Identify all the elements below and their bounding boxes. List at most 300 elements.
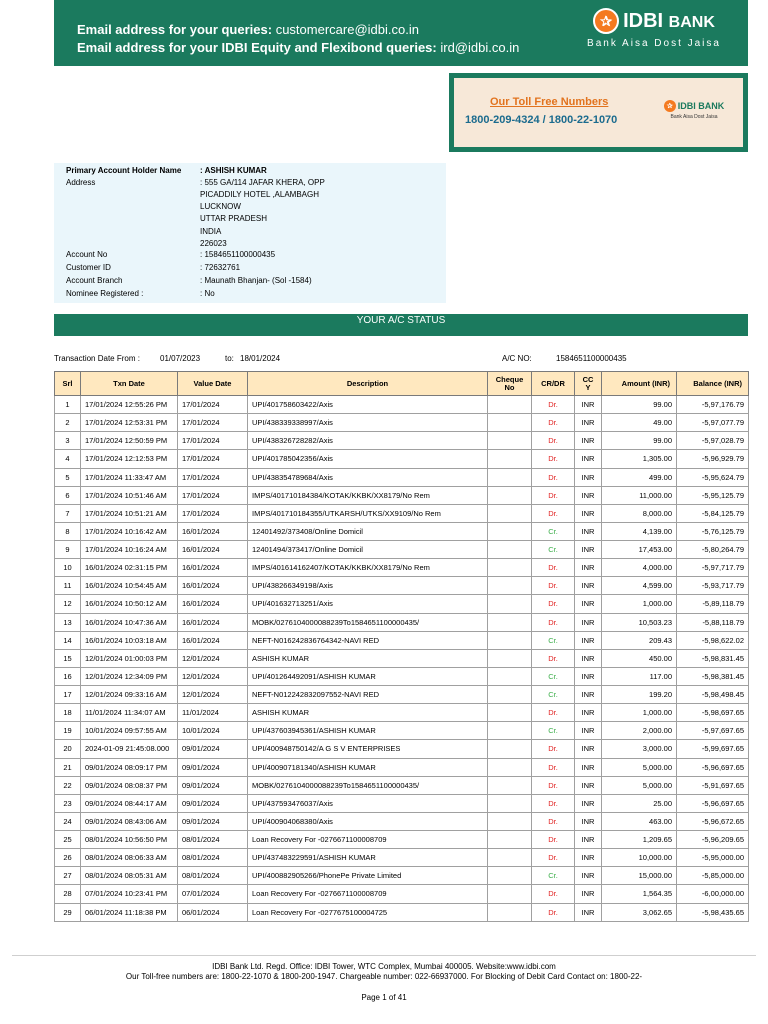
cell-value-date: 16/01/2024 bbox=[178, 595, 248, 613]
table-row bbox=[55, 432, 749, 450]
cell-balance: -5,96,209.65 bbox=[677, 831, 749, 849]
cell-description: UPI/401758603422/Axis bbox=[248, 396, 488, 414]
cell-description: UPI/438354789684/Axis bbox=[248, 468, 488, 486]
cell-value-date: 17/01/2024 bbox=[178, 432, 248, 450]
cell-description: UPI/438326728282/Axis bbox=[248, 432, 488, 450]
cell-srl: 9 bbox=[55, 541, 81, 559]
cell-srl: 11 bbox=[55, 577, 81, 595]
cell-balance: -5,98,381.45 bbox=[677, 667, 749, 685]
logo-tagline: Bank Aisa Dost Jaisa bbox=[587, 38, 721, 49]
cell-description: UPI/438339338997/Axis bbox=[248, 414, 488, 432]
cell-srl: 6 bbox=[55, 486, 81, 504]
top-banner bbox=[54, 0, 748, 66]
cell-cr-dr: Dr. bbox=[532, 450, 575, 468]
table-row bbox=[55, 704, 749, 722]
cell-cheque-no bbox=[488, 595, 532, 613]
cell-balance: -5,96,929.79 bbox=[677, 450, 749, 468]
cell-txn-date: 17/01/2024 12:53:31 PM bbox=[81, 414, 178, 432]
cell-ccy: INR bbox=[575, 794, 602, 812]
cell-srl: 26 bbox=[55, 849, 81, 867]
cell-value-date: 12/01/2024 bbox=[178, 686, 248, 704]
cell-cheque-no bbox=[488, 686, 532, 704]
cell-srl: 29 bbox=[55, 903, 81, 921]
cell-value-date: 12/01/2024 bbox=[178, 649, 248, 667]
cell-srl: 27 bbox=[55, 867, 81, 885]
cell-amount: 10,000.00 bbox=[602, 849, 677, 867]
idbi-logo bbox=[580, 8, 728, 49]
cell-txn-date: 09/01/2024 08:09:17 PM bbox=[81, 758, 178, 776]
table-row bbox=[55, 450, 749, 468]
cell-balance: -5,80,264.79 bbox=[677, 541, 749, 559]
cell-srl: 3 bbox=[55, 432, 81, 450]
cell-cr-dr: Dr. bbox=[532, 559, 575, 577]
cell-balance: -6,00,000.00 bbox=[677, 885, 749, 903]
branch-label: Account Branch bbox=[66, 276, 123, 285]
cell-ccy: INR bbox=[575, 758, 602, 776]
cell-cheque-no bbox=[488, 396, 532, 414]
cell-description: ASHISH KUMAR bbox=[248, 649, 488, 667]
cell-amount: 25.00 bbox=[602, 794, 677, 812]
cell-txn-date: 08/01/2024 10:56:50 PM bbox=[81, 831, 178, 849]
cell-cheque-no bbox=[488, 486, 532, 504]
address-line: LUCKNOW bbox=[200, 202, 241, 211]
cell-value-date: 12/01/2024 bbox=[178, 667, 248, 685]
cell-ccy: INR bbox=[575, 396, 602, 414]
toll-logo-tagline: Bank Aisa Dost Jaisa bbox=[670, 114, 718, 120]
cell-cr-dr: Dr. bbox=[532, 486, 575, 504]
table-row bbox=[55, 903, 749, 921]
cell-cheque-no bbox=[488, 885, 532, 903]
cell-txn-date: 16/01/2024 10:50:12 AM bbox=[81, 595, 178, 613]
cell-cheque-no bbox=[488, 667, 532, 685]
cell-cr-dr: Dr. bbox=[532, 812, 575, 830]
cell-srl: 4 bbox=[55, 450, 81, 468]
cell-cr-dr: Cr. bbox=[532, 522, 575, 540]
table-row bbox=[55, 794, 749, 812]
cell-amount: 4,000.00 bbox=[602, 559, 677, 577]
cell-value-date: 08/01/2024 bbox=[178, 867, 248, 885]
cell-srl: 2 bbox=[55, 414, 81, 432]
cell-ccy: INR bbox=[575, 812, 602, 830]
header-ccy: CC Y bbox=[575, 372, 602, 396]
table-row bbox=[55, 885, 749, 903]
cell-balance: -5,91,697.65 bbox=[677, 776, 749, 794]
cell-cr-dr: Dr. bbox=[532, 831, 575, 849]
table-row bbox=[55, 740, 749, 758]
cell-amount: 8,000.00 bbox=[602, 504, 677, 522]
toll-free-title: Our Toll Free Numbers bbox=[490, 96, 609, 108]
cell-balance: -5,97,077.79 bbox=[677, 414, 749, 432]
cell-description: UPI/401785042356/Axis bbox=[248, 450, 488, 468]
cell-balance: -5,89,118.79 bbox=[677, 595, 749, 613]
cell-cr-dr: Dr. bbox=[532, 740, 575, 758]
equity-email-label: Email address for your IDBI Equity and Flexibond queries: bbox=[77, 40, 437, 55]
address-label: Address bbox=[66, 178, 96, 187]
cell-srl: 17 bbox=[55, 686, 81, 704]
cell-ccy: INR bbox=[575, 559, 602, 577]
cell-value-date: 17/01/2024 bbox=[178, 504, 248, 522]
toll-free-box bbox=[449, 73, 748, 152]
cell-value-date: 17/01/2024 bbox=[178, 396, 248, 414]
cell-txn-date: 16/01/2024 10:54:45 AM bbox=[81, 577, 178, 595]
cell-txn-date: 16/01/2024 02:31:15 PM bbox=[81, 559, 178, 577]
cell-cheque-no bbox=[488, 794, 532, 812]
cell-balance: -5,95,125.79 bbox=[677, 486, 749, 504]
cell-cheque-no bbox=[488, 758, 532, 776]
account-no-value: : 1584651100000435 bbox=[200, 250, 276, 259]
cell-txn-date: 17/01/2024 10:51:46 AM bbox=[81, 486, 178, 504]
cell-srl: 15 bbox=[55, 649, 81, 667]
cell-balance: -5,97,697.65 bbox=[677, 722, 749, 740]
cell-cr-dr: Cr. bbox=[532, 667, 575, 685]
cell-cheque-no bbox=[488, 468, 532, 486]
cell-txn-date: 17/01/2024 10:16:42 AM bbox=[81, 522, 178, 540]
cell-cr-dr: Cr. bbox=[532, 631, 575, 649]
cell-txn-date: 2024-01-09 21:45:08.000 bbox=[81, 740, 178, 758]
cell-ccy: INR bbox=[575, 414, 602, 432]
cell-cr-dr: Cr. bbox=[532, 541, 575, 559]
cell-srl: 23 bbox=[55, 794, 81, 812]
cell-amount: 5,000.00 bbox=[602, 776, 677, 794]
cell-srl: 18 bbox=[55, 704, 81, 722]
cell-cr-dr: Cr. bbox=[532, 686, 575, 704]
cell-description: IMPS/401614162407/KOTAK/KKBK/XX8179/No Rem bbox=[248, 559, 488, 577]
cell-srl: 19 bbox=[55, 722, 81, 740]
cell-value-date: 10/01/2024 bbox=[178, 722, 248, 740]
cell-amount: 5,000.00 bbox=[602, 758, 677, 776]
cell-txn-date: 17/01/2024 12:50:59 PM bbox=[81, 432, 178, 450]
cell-txn-date: 16/01/2024 10:47:36 AM bbox=[81, 613, 178, 631]
cell-description: UPI/438266349198/Axis bbox=[248, 577, 488, 595]
cell-balance: -5,93,717.79 bbox=[677, 577, 749, 595]
header-cheque-no: Cheque No bbox=[488, 372, 532, 396]
cell-description: UPI/437483229591/ASHISH KUMAR bbox=[248, 849, 488, 867]
cell-cheque-no bbox=[488, 649, 532, 667]
cell-srl: 22 bbox=[55, 776, 81, 794]
cell-cr-dr: Cr. bbox=[532, 722, 575, 740]
txn-to-value: 18/01/2024 bbox=[240, 354, 281, 363]
cell-value-date: 09/01/2024 bbox=[178, 776, 248, 794]
cell-balance: -5,97,176.79 bbox=[677, 396, 749, 414]
cell-balance: -5,97,717.79 bbox=[677, 559, 749, 577]
cell-cr-dr: Dr. bbox=[532, 414, 575, 432]
cell-amount: 3,062.65 bbox=[602, 903, 677, 921]
cell-srl: 25 bbox=[55, 831, 81, 849]
cell-cheque-no bbox=[488, 849, 532, 867]
table-row bbox=[55, 577, 749, 595]
nominee-value: : No bbox=[200, 289, 215, 298]
cell-ccy: INR bbox=[575, 686, 602, 704]
cell-balance: -5,97,028.79 bbox=[677, 432, 749, 450]
cell-amount: 4,599.00 bbox=[602, 577, 677, 595]
cell-cr-dr: Dr. bbox=[532, 613, 575, 631]
cell-cr-dr: Dr. bbox=[532, 776, 575, 794]
cell-balance: -5,96,672.65 bbox=[677, 812, 749, 830]
cell-amount: 1,564.35 bbox=[602, 885, 677, 903]
cell-amount: 117.00 bbox=[602, 667, 677, 685]
toll-logo-text: IDBI BANK bbox=[677, 101, 725, 111]
cell-description: MOBK/0276104000088239To1584651100000435/ bbox=[248, 613, 488, 631]
cell-ccy: INR bbox=[575, 450, 602, 468]
cell-cr-dr: Dr. bbox=[532, 432, 575, 450]
table-row bbox=[55, 849, 749, 867]
cell-srl: 14 bbox=[55, 631, 81, 649]
cell-description: UPI/401264492091/ASHISH KUMAR bbox=[248, 667, 488, 685]
idbi-logo-icon: ✰ bbox=[593, 8, 619, 34]
account-details bbox=[54, 163, 446, 303]
cell-balance: -5,98,498.45 bbox=[677, 686, 749, 704]
footer-divider bbox=[12, 955, 756, 956]
cell-balance: -5,95,000.00 bbox=[677, 849, 749, 867]
cell-description: ASHISH KUMAR bbox=[248, 704, 488, 722]
cell-cheque-no bbox=[488, 541, 532, 559]
transactions-table bbox=[54, 371, 749, 922]
cell-cr-dr: Cr. bbox=[532, 867, 575, 885]
address-line: : 555 GA/114 JAFAR KHERA, OPP bbox=[200, 178, 325, 187]
cell-txn-date: 11/01/2024 11:34:07 AM bbox=[81, 704, 178, 722]
cell-cheque-no bbox=[488, 903, 532, 921]
table-row bbox=[55, 867, 749, 885]
cell-description: UPI/437593476037/Axis bbox=[248, 794, 488, 812]
table-row bbox=[55, 522, 749, 540]
cell-description: 12401494/373417/Online Domicil bbox=[248, 541, 488, 559]
cell-value-date: 06/01/2024 bbox=[178, 903, 248, 921]
cell-txn-date: 06/01/2024 11:18:38 PM bbox=[81, 903, 178, 921]
cell-value-date: 16/01/2024 bbox=[178, 577, 248, 595]
cell-srl: 8 bbox=[55, 522, 81, 540]
cell-cheque-no bbox=[488, 577, 532, 595]
cell-balance: -5,96,697.65 bbox=[677, 758, 749, 776]
txn-from-label: Transaction Date From : bbox=[54, 354, 140, 363]
header-balance: Balance (INR) bbox=[677, 372, 749, 396]
cell-value-date: 11/01/2024 bbox=[178, 704, 248, 722]
idbi-small-logo-icon: ✰ bbox=[664, 100, 676, 112]
cell-value-date: 16/01/2024 bbox=[178, 613, 248, 631]
cell-ccy: INR bbox=[575, 704, 602, 722]
table-row bbox=[55, 414, 749, 432]
cell-amount: 15,000.00 bbox=[602, 867, 677, 885]
cell-cr-dr: Dr. bbox=[532, 468, 575, 486]
cell-value-date: 08/01/2024 bbox=[178, 831, 248, 849]
equity-email-line bbox=[77, 40, 519, 55]
cell-description: UPI/400948750142/A G S V ENTERPRISES bbox=[248, 740, 488, 758]
page-number: Page 1 of 41 bbox=[361, 993, 407, 1002]
cell-cheque-no bbox=[488, 812, 532, 830]
cell-description: NEFT-N012242832097552-NAVI RED bbox=[248, 686, 488, 704]
table-row bbox=[55, 631, 749, 649]
cell-txn-date: 12/01/2024 12:34:09 PM bbox=[81, 667, 178, 685]
cell-balance: -5,85,000.00 bbox=[677, 867, 749, 885]
header-description: Description bbox=[248, 372, 488, 396]
cell-description: MOBK/0276104000088239To1584651100000435/ bbox=[248, 776, 488, 794]
cell-cr-dr: Dr. bbox=[532, 704, 575, 722]
cell-cheque-no bbox=[488, 867, 532, 885]
header-srl: Srl bbox=[55, 372, 81, 396]
cell-amount: 49.00 bbox=[602, 414, 677, 432]
cell-cr-dr: Dr. bbox=[532, 504, 575, 522]
cell-txn-date: 12/01/2024 01:00:03 PM bbox=[81, 649, 178, 667]
cell-description: Loan Recovery For -0276671100008709 bbox=[248, 885, 488, 903]
txn-to-label: to: bbox=[225, 354, 234, 363]
cell-srl: 21 bbox=[55, 758, 81, 776]
logo-bank-text: BANK bbox=[668, 13, 715, 31]
table-row bbox=[55, 812, 749, 830]
cell-balance: -5,95,624.79 bbox=[677, 468, 749, 486]
cell-amount: 17,453.00 bbox=[602, 541, 677, 559]
cell-cheque-no bbox=[488, 740, 532, 758]
cell-srl: 13 bbox=[55, 613, 81, 631]
toll-logo bbox=[659, 100, 729, 120]
cell-cr-dr: Dr. bbox=[532, 885, 575, 903]
cell-cheque-no bbox=[488, 414, 532, 432]
queries-email-line bbox=[77, 22, 419, 37]
table-row bbox=[55, 831, 749, 849]
table-row bbox=[55, 559, 749, 577]
cell-srl: 12 bbox=[55, 595, 81, 613]
cell-ccy: INR bbox=[575, 667, 602, 685]
cell-txn-date: 17/01/2024 10:16:24 AM bbox=[81, 541, 178, 559]
branch-value: : Maunath Bhanjan- (Sol -1584) bbox=[200, 276, 312, 285]
cell-txn-date: 17/01/2024 12:12:53 PM bbox=[81, 450, 178, 468]
cell-ccy: INR bbox=[575, 468, 602, 486]
cell-description: UPI/401632713251/Axis bbox=[248, 595, 488, 613]
cell-cr-dr: Dr. bbox=[532, 577, 575, 595]
txn-from-value: 01/07/2023 bbox=[160, 354, 201, 363]
cell-amount: 10,503.23 bbox=[602, 613, 677, 631]
cell-description: UPI/400907181340/ASHISH KUMAR bbox=[248, 758, 488, 776]
cell-cr-dr: Dr. bbox=[532, 396, 575, 414]
table-header-row bbox=[55, 372, 749, 396]
cell-balance: -5,98,435.65 bbox=[677, 903, 749, 921]
queries-email-link[interactable]: customercare@idbi.co.in bbox=[275, 22, 419, 37]
cell-description: UPI/437603945361/ASHISH KUMAR bbox=[248, 722, 488, 740]
address-line: 226023 bbox=[200, 239, 227, 248]
nominee-label: Nominee Registered : bbox=[66, 289, 144, 298]
ac-no-label: A/C NO: bbox=[502, 354, 532, 363]
cell-amount: 209.43 bbox=[602, 631, 677, 649]
cell-balance: -5,98,622.02 bbox=[677, 631, 749, 649]
cell-txn-date: 07/01/2024 10:23:41 PM bbox=[81, 885, 178, 903]
cell-ccy: INR bbox=[575, 831, 602, 849]
table-row bbox=[55, 595, 749, 613]
cell-cr-dr: Dr. bbox=[532, 849, 575, 867]
table-row bbox=[55, 504, 749, 522]
table-row bbox=[55, 541, 749, 559]
cell-srl: 20 bbox=[55, 740, 81, 758]
cell-ccy: INR bbox=[575, 522, 602, 540]
customer-id-value: : 72632761 bbox=[200, 263, 241, 272]
cell-amount: 11,000.00 bbox=[602, 486, 677, 504]
cell-balance: -5,99,697.65 bbox=[677, 740, 749, 758]
cell-value-date: 16/01/2024 bbox=[178, 559, 248, 577]
cell-balance: -5,96,697.65 bbox=[677, 794, 749, 812]
cell-srl: 28 bbox=[55, 885, 81, 903]
equity-email-link[interactable]: ird@idbi.co.in bbox=[440, 40, 520, 55]
cell-cheque-no bbox=[488, 831, 532, 849]
cell-ccy: INR bbox=[575, 867, 602, 885]
cell-ccy: INR bbox=[575, 432, 602, 450]
toll-free-numbers: 1800-209-4324 / 1800-22-1070 bbox=[465, 114, 618, 126]
table-row bbox=[55, 722, 749, 740]
cell-balance: -5,84,125.79 bbox=[677, 504, 749, 522]
cell-balance: -5,88,118.79 bbox=[677, 613, 749, 631]
cell-srl: 7 bbox=[55, 504, 81, 522]
cell-ccy: INR bbox=[575, 613, 602, 631]
cell-ccy: INR bbox=[575, 722, 602, 740]
cell-value-date: 16/01/2024 bbox=[178, 522, 248, 540]
cell-ccy: INR bbox=[575, 776, 602, 794]
cell-cr-dr: Dr. bbox=[532, 758, 575, 776]
cell-txn-date: 17/01/2024 12:55:26 PM bbox=[81, 396, 178, 414]
customer-id-label: Customer ID bbox=[66, 263, 111, 272]
cell-cheque-no bbox=[488, 432, 532, 450]
cell-value-date: 17/01/2024 bbox=[178, 486, 248, 504]
cell-amount: 1,000.00 bbox=[602, 704, 677, 722]
cell-ccy: INR bbox=[575, 885, 602, 903]
cell-amount: 3,000.00 bbox=[602, 740, 677, 758]
ac-no-value: 1584651100000435 bbox=[556, 354, 627, 363]
cell-cr-dr: Dr. bbox=[532, 649, 575, 667]
cell-balance: -5,98,697.65 bbox=[677, 704, 749, 722]
cell-value-date: 17/01/2024 bbox=[178, 450, 248, 468]
cell-cr-dr: Dr. bbox=[532, 794, 575, 812]
table-row bbox=[55, 468, 749, 486]
cell-ccy: INR bbox=[575, 903, 602, 921]
table-row bbox=[55, 776, 749, 794]
cell-amount: 499.00 bbox=[602, 468, 677, 486]
cell-cheque-no bbox=[488, 631, 532, 649]
table-row bbox=[55, 667, 749, 685]
cell-ccy: INR bbox=[575, 577, 602, 595]
cell-txn-date: 08/01/2024 08:06:33 AM bbox=[81, 849, 178, 867]
holder-label: Primary Account Holder Name bbox=[66, 166, 182, 175]
cell-cheque-no bbox=[488, 613, 532, 631]
cell-txn-date: 17/01/2024 11:33:47 AM bbox=[81, 468, 178, 486]
cell-ccy: INR bbox=[575, 649, 602, 667]
cell-srl: 16 bbox=[55, 667, 81, 685]
cell-value-date: 09/01/2024 bbox=[178, 758, 248, 776]
cell-description: IMPS/401710184355/UTKARSH/UTKS/XX9109/No Rem bbox=[248, 504, 488, 522]
cell-txn-date: 16/01/2024 10:03:18 AM bbox=[81, 631, 178, 649]
cell-ccy: INR bbox=[575, 849, 602, 867]
cell-ccy: INR bbox=[575, 595, 602, 613]
address-line: UTTAR PRADESH bbox=[200, 214, 267, 223]
cell-cheque-no bbox=[488, 776, 532, 794]
cell-amount: 2,000.00 bbox=[602, 722, 677, 740]
cell-description: NEFT-N016242836764342-NAVI RED bbox=[248, 631, 488, 649]
ac-status-title: YOUR A/C STATUS bbox=[54, 314, 748, 336]
table-row bbox=[55, 758, 749, 776]
cell-txn-date: 10/01/2024 09:57:55 AM bbox=[81, 722, 178, 740]
cell-value-date: 16/01/2024 bbox=[178, 541, 248, 559]
cell-srl: 10 bbox=[55, 559, 81, 577]
cell-value-date: 16/01/2024 bbox=[178, 631, 248, 649]
cell-amount: 99.00 bbox=[602, 396, 677, 414]
header-cr-dr: CR/DR bbox=[532, 372, 575, 396]
cell-txn-date: 09/01/2024 08:08:37 PM bbox=[81, 776, 178, 794]
cell-cheque-no bbox=[488, 704, 532, 722]
cell-cr-dr: Dr. bbox=[532, 903, 575, 921]
cell-ccy: INR bbox=[575, 486, 602, 504]
table-row bbox=[55, 686, 749, 704]
cell-amount: 99.00 bbox=[602, 432, 677, 450]
footer-toll-free: Our Toll-free numbers are: 1800-22-1070 & 1800-200-1947. Chargeable number: 022-66937000. For Blocking of Debit Card Contact on: 1800-22- bbox=[125, 972, 643, 981]
cell-srl: 24 bbox=[55, 812, 81, 830]
cell-cheque-no bbox=[488, 722, 532, 740]
account-no-label: Account No bbox=[66, 250, 108, 259]
cell-balance: -5,98,831.45 bbox=[677, 649, 749, 667]
cell-amount: 463.00 bbox=[602, 812, 677, 830]
